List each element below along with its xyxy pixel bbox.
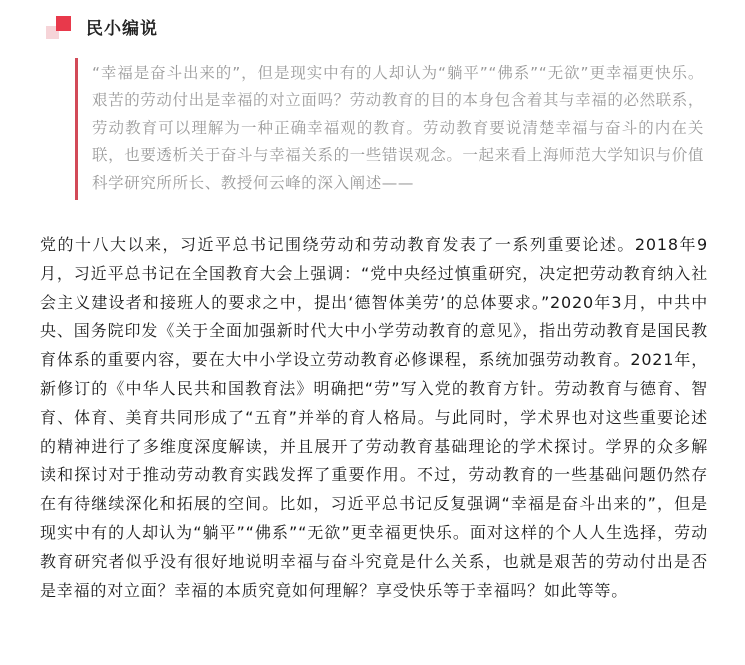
section-header (40, 12, 340, 46)
logo-square-red (56, 16, 71, 31)
section-title: 民小编说 (86, 19, 158, 39)
editor-quote-block (75, 58, 703, 200)
article-paragraph: 党的十八大以来，习近平总书记围绕劳动和劳动教育发表了一系列重要论述。2018年9月，习近平总书记在全国教育大会上强调：“党中央经过慎重研究，决定把劳动教育纳入社会主义建设者和接班人的要求之中，提出‘德智体美劳’的总体要求。”2020年3月，中共中央、国务院印发《关于全面加强新时代大中小学劳动教育的意见》，指出劳动教育是国民教育体系的重要内容，要在大中小学设立劳动教育必修课程，系统加强劳动教育。2021年，新修订的《中华人民共和国教育法》明确把“劳”写入党的教育方针。劳动教育与德育、智育、体育、美育共同形成了“五育”并举的育人格局。与此同时，学术界也对这些重要论述的精神进行了多维度深度解读，并且展开了劳动教育基础理论的学术探讨。学界的众多解读和探讨对于推动劳动教育实践发挥了重要作用。不过，劳动教育的一些基础问题仍然存在有待继续深化和拓展的空间。比如，习近平总书记反复强调“幸福是奋斗出来的”，但是现实中有的人却认为“躺平”“佛系”“无欲”更幸福更快乐。面对这样的个人人生选择，劳动教育研究者似乎没有很好地说明幸福与奋斗究竟是什么关系，也就是艰苦的劳动付出是否是幸福的对立面？幸福的本质究竟如何理解？享受快乐等于幸福吗？如此等等。 (40, 235, 708, 600)
red-squares-logo-icon (40, 12, 74, 46)
quote-text: “幸福是奋斗出来的”，但是现实中有的人却认为“躺平”“佛系”“无欲”更幸福更快乐。艰苦的劳动付出是幸福的对立面吗？劳动教育的目的本身包含着其与幸福的必然联系，劳动教育可以理解为一种正确幸福观的教育。劳动教育要说清楚幸福与奋斗的内在关联，也要透析关于奋斗与幸福关系的一些错误观念。一起来看上海师范大学知识与价值科学研究所所长、教授何云峰的深入阐述—— (92, 64, 704, 192)
